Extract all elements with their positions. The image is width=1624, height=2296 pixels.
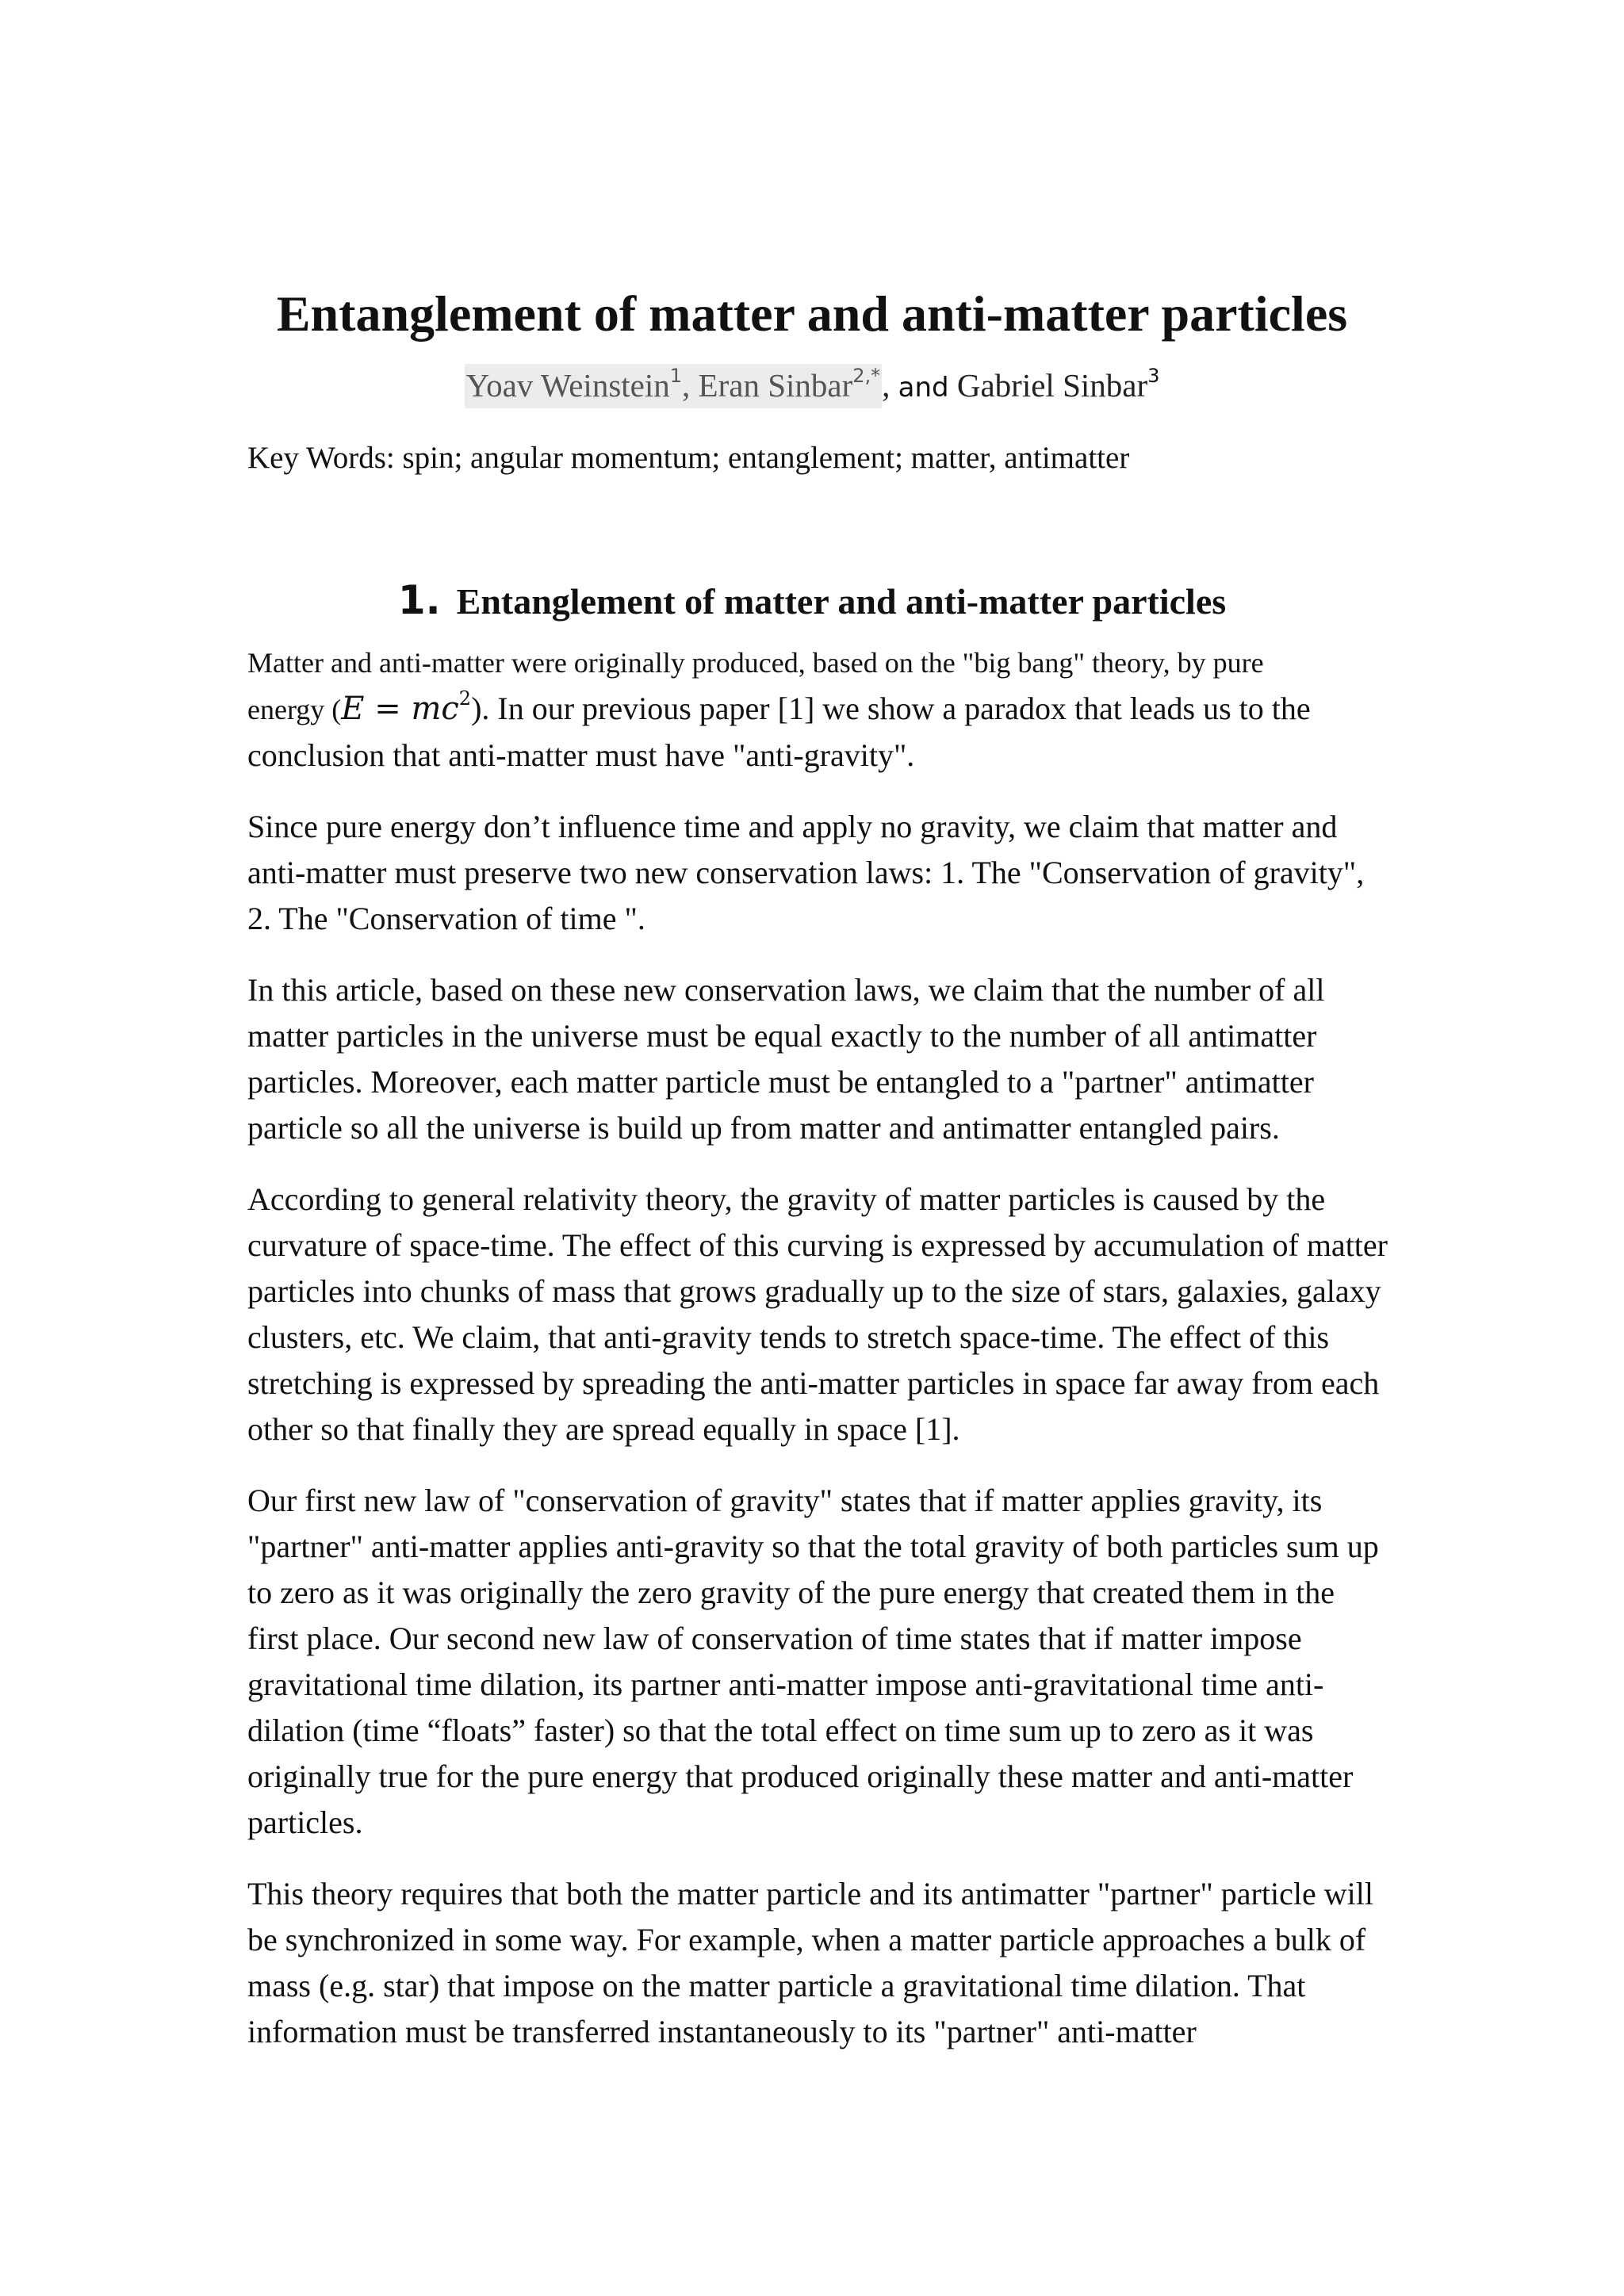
author-name: Yoav Weinstein [465, 367, 670, 404]
author-list [0, 362, 1624, 411]
section-heading [0, 572, 1624, 629]
section-title: Entanglement of matter and anti-matter particles [456, 581, 1227, 622]
author-separator: , [682, 367, 699, 404]
paragraph: Our first new law of "conservation of gravity" states that if matter applies gravity, its "partner" anti-matter applies anti-gravity so that the total gravity of both particles sum up to zero as it was originally the zero gravity of the pure energy that created them in the first place. Our second new law of conservation of time states that if matter impose gravitational time dilation, its partner anti-matter impose anti-gravitational time anti-dilation (time “floats” faster) so that the total effect on time sum up to zero as it was originally true for the pure energy that produced originally these matter and anti-matter particles. [247, 1483, 1379, 1840]
author-name: Gabriel Sinbar [956, 367, 1148, 404]
paragraph: This theory requires that both the matter particle and its antimatter "partner" particle will be synchronized in some way. For example, when a matter particle approaches a bulk of mass (e.g. star) that impose on the matter particle a gravitational time dilation. That information must be transferred instantaneously to its "partner" anti-matter [247, 1876, 1373, 2049]
paragraph: According to general relativity theory, the gravity of matter particles is caused by the curvature of space-time. The effect of this curving is expressed by accumulation of matter particles into chunks of mass that grows gradually up to the size of stars, galaxies, galaxy clusters, etc. We claim, that anti-gravity tends to stretch space-time. The effect of this stretching is expressed by spreading the anti-matter particles in space far away from each other so that finally they are spread equally in space [1]. [247, 1181, 1388, 1447]
author-highlight [465, 364, 883, 408]
paragraph-line: Matter and anti-matter were originally produced, based on the "big bang" theory, by pure [247, 647, 1264, 679]
author-affiliation: 3 [1147, 365, 1160, 387]
equation-term: mc [411, 691, 459, 727]
author-affiliation: 1 [669, 365, 683, 387]
equation-symbol: E [341, 691, 365, 727]
equation [341, 687, 472, 727]
author-conjunction: and [898, 372, 949, 404]
author-name: Eran Sinbar [698, 367, 853, 404]
body-text [247, 639, 1389, 2080]
paper-title: Entanglement of matter and anti-matter particles [276, 285, 1348, 342]
section-number: 1. [397, 577, 441, 623]
paragraph-text: energy ( [247, 694, 342, 725]
author-separator: , [882, 367, 898, 404]
paragraph: In this article, based on these new conservation laws, we claim that the number of all matter particles in the universe must be equal exactly to the number of all antimatter particles. Moreover, each matter particle must be entangled to a "partner" antimatter particle so all the universe is build up from matter and antimatter entangled pairs. [247, 972, 1325, 1146]
paragraph: Since pure energy don’t influence time and apply no gravity, we claim that matter and anti-matter must preserve two new conservation laws: 1. The "Conservation of gravity", 2. The "Conservation of time ". [247, 809, 1365, 936]
equation-operator: = [364, 691, 412, 727]
author-affiliation: 2,* [852, 365, 881, 387]
equation-exponent: 2 [458, 687, 472, 710]
paragraph-text: ). In our previous paper [1] we show a paradox that leads us to the conclusion that anti-matter must have "anti-gravity". [247, 691, 1311, 773]
keywords: Key Words: spin; angular momentum; entanglement; matter, antimatter [247, 441, 1130, 475]
paragraph [247, 639, 1389, 779]
